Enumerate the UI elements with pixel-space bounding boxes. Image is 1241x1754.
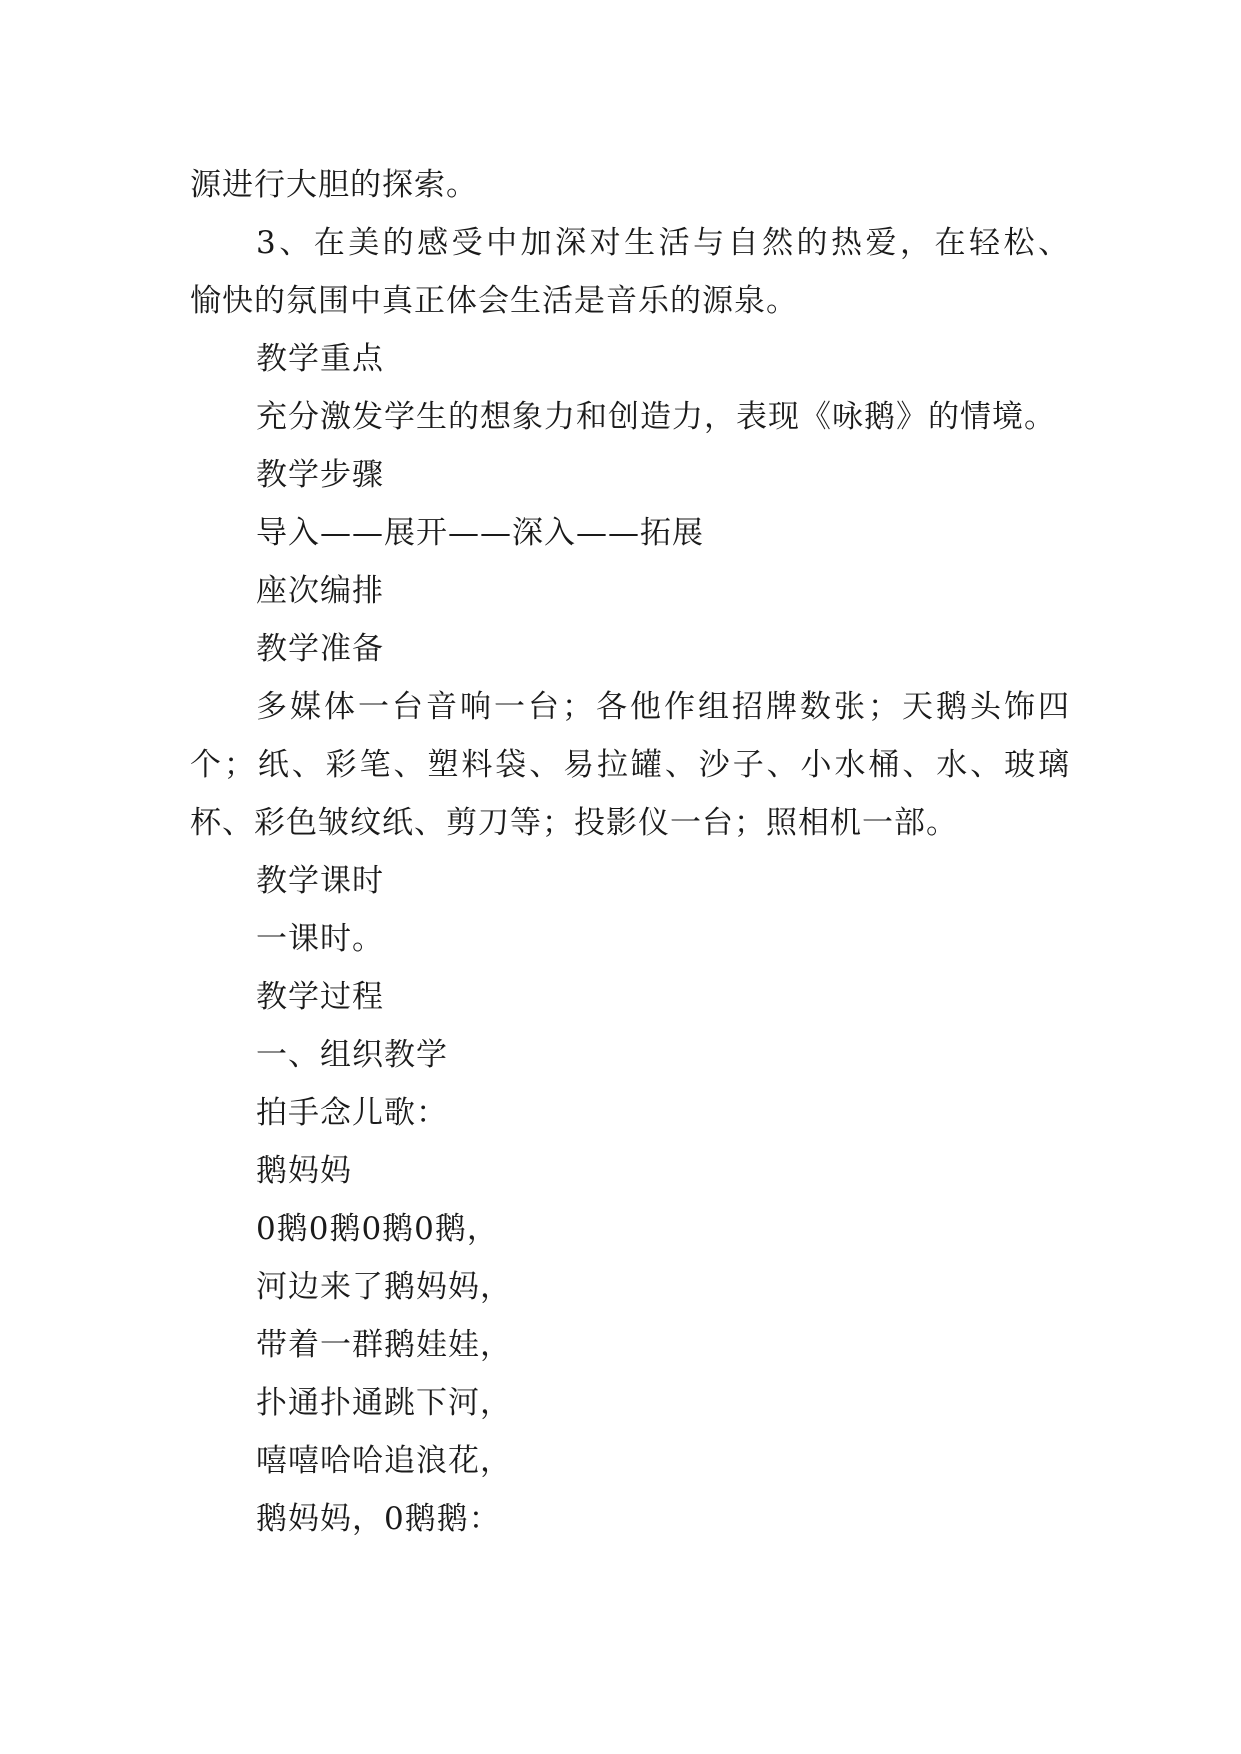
paragraph-line: 多媒体一台音响一台；各他作组招牌数张；天鹅头饰四 bbox=[256, 689, 1070, 725]
paragraph-line: 一课时。 bbox=[256, 921, 384, 957]
poem-line: 扑通扑通跳下河， bbox=[256, 1385, 512, 1421]
section-heading: 座次编排 bbox=[256, 573, 384, 609]
paragraph-line: 充分激发学生的想象力和创造力，表现《咏鹅》的情境。 bbox=[256, 399, 1056, 435]
paragraph-line: 愉快的氛围中真正体会生活是音乐的源泉。 bbox=[190, 283, 798, 319]
poem-title: 鹅妈妈 bbox=[256, 1153, 352, 1189]
paragraph-line: 源进行大胆的探索。 bbox=[190, 167, 478, 203]
paragraph-line: 导入——展开——深入——拓展 bbox=[256, 515, 704, 551]
poem-line: 嘻嘻哈哈追浪花， bbox=[256, 1443, 512, 1479]
section-heading: 教学准备 bbox=[256, 631, 384, 667]
section-heading: 教学课时 bbox=[256, 863, 384, 899]
poem-line: 带着一群鹅娃娃， bbox=[256, 1327, 512, 1363]
paragraph-line: 个；纸、彩笔、塑料袋、易拉罐、沙子、小水桶、水、玻璃 bbox=[190, 747, 1070, 783]
paragraph-line: 3、在美的感受中加深对生活与自然的热爱，在轻松、 bbox=[256, 225, 1070, 261]
poem-line: 河边来了鹅妈妈， bbox=[256, 1269, 512, 1305]
section-heading: 教学过程 bbox=[256, 979, 384, 1015]
paragraph-line: 杯、彩色皱纹纸、剪刀等；投影仪一台；照相机一部。 bbox=[190, 805, 958, 841]
section-heading: 教学重点 bbox=[256, 341, 384, 377]
document-body bbox=[190, 156, 1070, 1548]
poem-line: 0鹅0鹅0鹅0鹅， bbox=[256, 1211, 499, 1247]
section-heading: 教学步骤 bbox=[256, 457, 384, 493]
paragraph-line: 拍手念儿歌： bbox=[256, 1095, 448, 1131]
poem-line: 鹅妈妈，0鹅鹅： bbox=[256, 1501, 501, 1537]
section-heading: 一、组织教学 bbox=[256, 1037, 448, 1073]
